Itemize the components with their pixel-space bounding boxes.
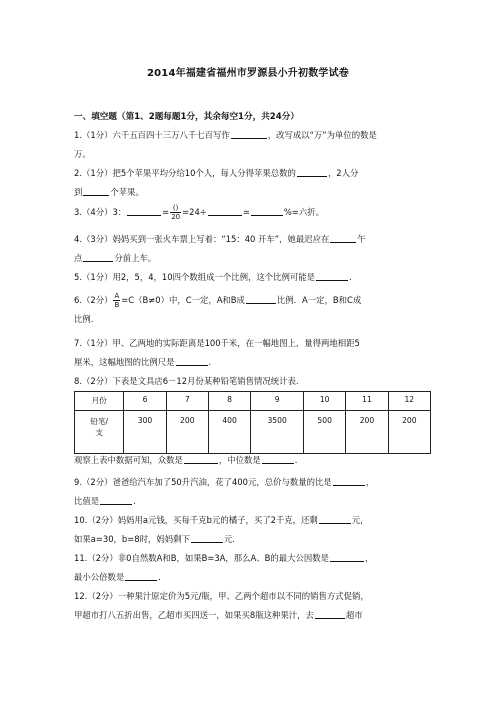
table-cell: 500 — [304, 411, 346, 454]
question-text: ，改写成以“万”为单位的数是 — [267, 130, 377, 140]
question-text: . — [133, 496, 136, 506]
question-text: 1.（1分）六千五百四十三万八千七百写作 — [74, 130, 230, 140]
table-header-cell: 12 — [388, 392, 430, 411]
question-text: 元， — [351, 515, 369, 525]
table-header-cell: 9 — [251, 392, 304, 411]
question-text: 12.（2分）一种果汁原定价为5元/瓶，甲、乙两个超市以不同的销售方式促销， — [74, 591, 369, 601]
answer-blank[interactable] — [330, 232, 356, 243]
question-text: . — [348, 272, 352, 282]
row-label-line: 铅笔/ — [90, 417, 109, 426]
fraction-denominator: 20 — [171, 213, 181, 221]
question-8 — [74, 372, 432, 391]
question-10 — [74, 511, 432, 549]
table-cell: 200 — [166, 411, 208, 454]
table-cell: 3500 — [251, 411, 304, 454]
row-label-line: 支 — [95, 428, 103, 437]
question-text: . — [294, 455, 298, 465]
question-9 — [74, 473, 432, 511]
question-text: ， — [365, 553, 374, 563]
table-header-cell: 10 — [304, 392, 346, 411]
table-cell: 200 — [388, 411, 430, 454]
fraction — [170, 204, 181, 221]
question-text: 3.（4分）3： — [74, 207, 127, 217]
section-heading: 一、填空题（第1、2题每题1分，其余每空1分，共24分） — [74, 112, 299, 122]
question-text: . — [158, 572, 161, 582]
question-text: 11.（2分）非0自然数A和B，如果B=3A，那么A、B的最大公因数是 — [74, 553, 329, 563]
question-text: 观察上表中数据可知，众数是 — [74, 455, 183, 465]
fraction-denominator: B — [114, 301, 120, 309]
question-8-followup — [74, 451, 432, 470]
answer-blank[interactable] — [208, 205, 242, 216]
question-text: 厘米，这幅地图的比例尺是 — [74, 357, 175, 367]
answer-blank[interactable] — [330, 551, 364, 562]
answer-blank[interactable] — [316, 270, 348, 281]
question-text: 比例．A一定，B和C成 — [276, 295, 362, 305]
answer-blank[interactable] — [319, 513, 351, 524]
question-text: =24÷ — [182, 207, 207, 217]
question-text: 比值是 — [74, 496, 100, 506]
question-text: 最小公倍数是 — [74, 572, 125, 582]
question-text: . — [208, 357, 212, 367]
question-text: 比例. — [74, 314, 94, 324]
question-6 — [74, 291, 432, 329]
answer-blank[interactable] — [262, 453, 294, 464]
answer-blank[interactable] — [333, 475, 365, 486]
question-text: 点 — [74, 253, 83, 263]
answer-blank[interactable] — [100, 494, 132, 505]
table-header-cell: 6 — [124, 392, 166, 411]
sales-table — [74, 391, 431, 454]
question-text: ，2人分 — [327, 168, 359, 178]
question-text: 到 — [74, 187, 83, 197]
table-header-cell: 8 — [208, 392, 250, 411]
question-12 — [74, 587, 432, 625]
page-title: 2014年福建省福州市罗源县小升初数学试卷 — [146, 68, 350, 79]
question-text: ， — [365, 477, 375, 487]
question-5 — [74, 268, 432, 287]
table-row-label — [75, 411, 124, 454]
answer-blank[interactable] — [176, 355, 208, 366]
table-row — [75, 411, 431, 454]
question-text: = — [162, 207, 170, 217]
question-3 — [74, 203, 432, 222]
answer-blank[interactable] — [315, 608, 345, 619]
table-cell: 300 — [124, 411, 166, 454]
question-text: 万。 — [74, 149, 91, 159]
question-text: 午 — [357, 234, 366, 244]
question-text: 元. — [223, 534, 235, 544]
question-7 — [74, 334, 432, 372]
question-2 — [74, 164, 432, 202]
answer-blank[interactable] — [251, 205, 283, 216]
question-4 — [74, 230, 432, 268]
table-header-cell: 月份 — [75, 392, 124, 411]
answer-blank[interactable] — [127, 205, 161, 216]
question-text: 7.（1分）甲、乙两地的实际距离是100千米，在一幅地图上，量得两地相距5 — [74, 338, 360, 348]
table-header-cell: 11 — [346, 392, 388, 411]
answer-blank[interactable] — [297, 166, 327, 177]
fraction-numerator: A — [114, 292, 120, 300]
question-text: 2.（1分）把5个苹果平均分给10个人，每人分得苹果总数的 — [74, 168, 296, 178]
table-cell: 200 — [346, 411, 388, 454]
answer-blank[interactable] — [125, 570, 157, 581]
answer-blank[interactable] — [231, 128, 267, 139]
table-header-cell: 7 — [166, 392, 208, 411]
answer-blank[interactable] — [83, 251, 113, 262]
answer-blank[interactable] — [184, 453, 218, 464]
question-text: 6.（2分） — [74, 295, 113, 305]
answer-blank[interactable] — [83, 185, 109, 196]
question-text: =C（B≠0）中，C一定，A和B成 — [121, 295, 245, 305]
question-text: = — [242, 207, 250, 217]
answer-blank[interactable] — [191, 532, 223, 543]
question-1 — [74, 126, 432, 164]
question-text: 8.（2分）下表是文具店6－12月份某种铅笔销售情况统计表. — [74, 376, 299, 386]
question-11 — [74, 549, 432, 587]
answer-blank[interactable] — [246, 293, 276, 304]
question-text: 分前上车。 — [114, 253, 157, 263]
question-text: 甲超市打八五折出售，乙超市买四送一，如果买8瓶这种果汁，去 — [74, 610, 314, 620]
question-text: 10.（2分）妈妈用a元钱，买每千克b元的橘子，买了2千克，还剩 — [74, 515, 318, 525]
table-cell: 400 — [208, 411, 250, 454]
table-header-row — [75, 392, 431, 411]
question-text: ，中位数是 — [218, 455, 261, 465]
fraction-numerator[interactable]: () — [170, 204, 181, 213]
question-text: 4.（3分）妈妈买到一张火车票上写着：“15：40 开车”，她最迟应在 — [74, 234, 330, 244]
question-text: %=六折。 — [283, 207, 324, 217]
question-text: 9.（2分）爸爸给汽车加了50升汽油，花了400元，总价与数量的比是 — [74, 477, 332, 487]
question-text: 5.（1分）用2，5，4，10四个数组成一个比例，这个比例可能是 — [74, 272, 315, 282]
fraction — [113, 292, 120, 309]
question-text: 个苹果。 — [110, 187, 144, 197]
question-text: 如果a=30，b=8时，妈妈剩下 — [74, 534, 190, 544]
question-text: 超市 — [345, 610, 363, 620]
